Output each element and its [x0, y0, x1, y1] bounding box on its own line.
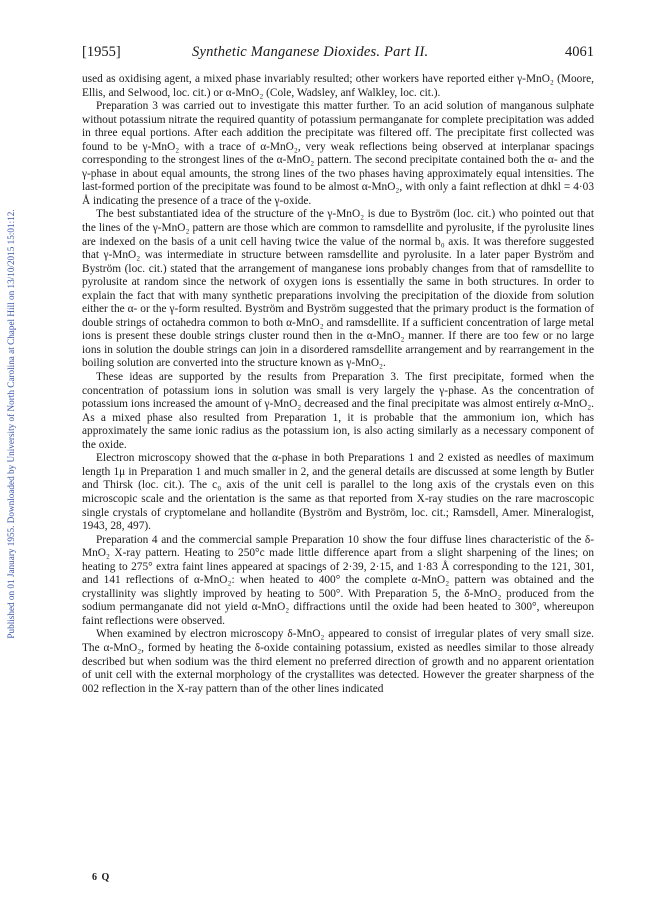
paragraph-5: Electron microscopy showed that the α-phase in both Preparations 1 and 2 existed as needles of maximum length 1μ in Preparation 1 and much smaller in 2, and the general details are discussed at some length by Butler and Thirsk (loc. cit.). The c₀ axis of the unit cell is parallel to the long axis of the crystals even on this microscopic scale and the orientation is the same as that reported from X-ray studies on the rare macroscopic single crystals of cryptomelane and hollandite (Byström and Byström, loc. cit.; Ramsdell, Amer. Mineralogist, 1943, 28, 497).	[82, 452, 594, 533]
journal-page	[82, 44, 594, 696]
paragraph-6: Preparation 4 and the commercial sample Preparation 10 show the four diffuse lines characteristic of the δ-MnO₂ X-ray pattern. Heating to 250°c made little difference apart from a slight sharpening of the lines; on heating to 275° extra faint lines appeared at spacings of 2·39, 2·15, and 1·83 Å corresponding to the 121, 301, and 141 reflections of α-MnO₂: when heated to 400° the complete α-MnO₂ pattern was obtained and the crystallinity was slightly improved by heating to 500°. With Preparation 5, the δ-MnO₂ produced from the sodium permanganate did not yield α-MnO₂ diffractions until the oxide had been heated to 300°, whereupon faint reflections were observed.	[82, 533, 594, 627]
running-header	[82, 44, 594, 64]
article-body	[82, 73, 594, 696]
header-year: [1955]	[82, 44, 121, 60]
paragraph-4: These ideas are supported by the results from Preparation 3. The first precipitate, formed when the concentration of potassium ions in solution was small is very largely the γ-phase. As the concentration of potassium ions increased the amount of γ-MnO₂ decreased and the final precipitate was almost entirely α-MnO₂. As a mixed phase also resulted from Preparation 1, it is probable that the ammonium ion, which has approximately the same ionic radius as the potassium ion, is also acting similarly as a necessary component of the oxide.	[82, 371, 594, 451]
download-watermark	[4, 24, 18, 824]
signature-mark: 6 Q	[92, 872, 111, 883]
paragraph-1: used as oxidising agent, a mixed phase invariably resulted; other workers have reported either γ-MnO₂ (Moore, Ellis, and Selwood, loc. cit.) or α-MnO₂ (Cole, Wadsley, anf Walkley, loc. cit.).	[82, 73, 594, 99]
download-watermark-text: Published on 01 January 1955. Downloaded by University of North Carolina at Chapel Hill on 13/10/2015 15:01:12.	[6, 209, 16, 639]
page-number: 4061	[565, 44, 594, 60]
paragraph-7: When examined by electron microscopy δ-MnO₂ appeared to consist of irregular plates of very small size. The α-MnO₂, formed by heating the δ-oxide containing potassium, existed as needles similar to those already described but when sodium was the third element no preferred direction of growth and no apparent orientation of unit cell with the external morphology of the crystallites was detected. However the greater sharpness of the 002 reflection in the X-ray pattern than of the other lines indicated	[82, 628, 594, 695]
paragraph-2: Preparation 3 was carried out to investigate this matter further. To an acid solution of manganous sulphate without potassium nitrate the required quantity of potassium permanganate for complete precipitation was added in three equal portions. After each addition the precipitate was filtered off. The precipitate first collected was found to be γ-MnO₂ with a trace of α-MnO₂, very weak reflections being observed at interplanar spacings corresponding to the strongest lines of the α-MnO₂ pattern. The second precipitate contained both the α- and the γ-phase in about equal amounts, the strong lines of the two phases having approximately equal intensities. The last-formed portion of the precipitate was found to be almost α-MnO₂, with only a faint reflection at dhkl = 4·03 Å indicating the presence of a trace of the γ-oxide.	[82, 100, 594, 207]
paragraph-3: The best substantiated idea of the structure of the γ-MnO₂ is due to Byström (loc. cit.) who pointed out that the lines of the γ-MnO₂ pattern are those which are common to ramsdellite and pyrolusite, if the pyrolusite lines are indexed on the basis of a unit cell having twice the value of the normal b₀ axis. It was therefore suggested that γ-MnO₂ was intermediate in structure between ramsdellite and pyrolusite. In a later paper Byström and Byström (loc. cit.) stated that the arrangement of manganese ions probably changes from that of ramsdellite to pyrolusite at random since the network of oxygen ions is essentially the same in both structures. In order to explain the fact that with many synthetic preparations involving the precipitation of the dioxide from solution either the α- or the γ-form resulted. Byström and Byström suggested that the primary product is the formation of double strings of octahedra common to both α-MnO₂ and ramsdellite. If a sufficient concentration of large metal ions is present these double strings cluster round then in the α-MnO₂ manner. If there are too few or no large ions in solution the double strings can join in a disordered ramsdellite arrangement and by rearrangement in the boiling solution are converted into the structure known as γ-MnO₂.	[82, 208, 594, 370]
header-title: Synthetic Manganese Dioxides. Part II.	[192, 44, 429, 60]
